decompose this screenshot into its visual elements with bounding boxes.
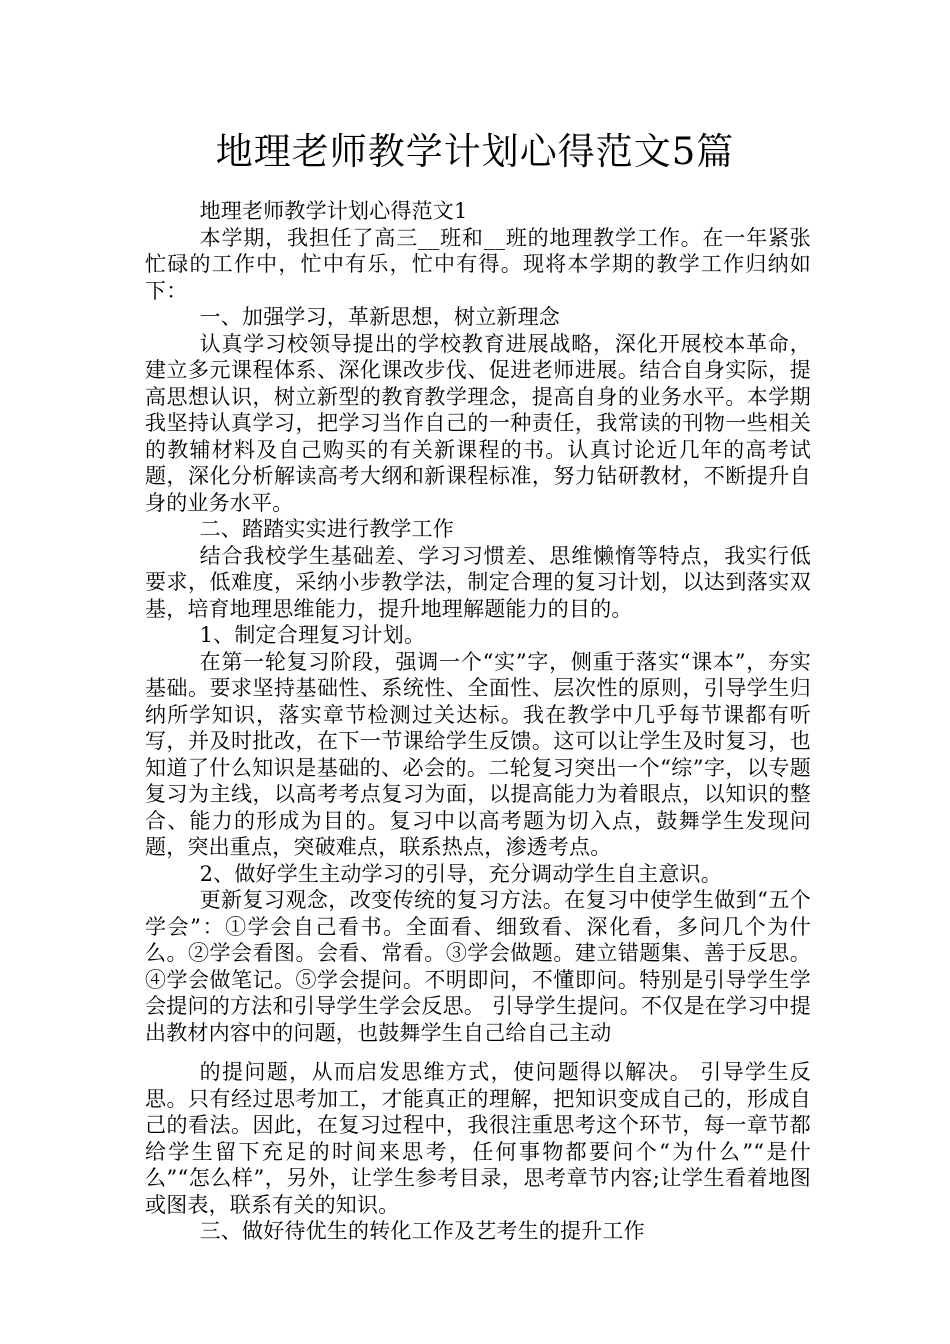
paragraph-five-skills: 更新复习观念，改变传统的复习方法。在复习中使学生做到“五个学会”：①学会自己看书。全面看、细致看、深化看，多问几个为什么。②学会看图。会看、常看。③学会做题。建立错题集、善于反思。④学会做笔记。⑤学会提问。不明即问，不懂即问。特别是引导学生学会提问的方法和引导学生学会反思。 引导学生提问。不仅是在学习中提出教材内容中的问题，也鼓舞学生自己给自己主动	[145, 888, 811, 1045]
section-heading-3: 三、做好待优生的转化工作及艺考生的提升工作	[199, 1219, 645, 1243]
section-heading-essay-1: 地理老师教学计划心得范文1	[199, 199, 468, 223]
paragraph-reflection: 的提问题，从而启发思维方式，使问题得以解决。 引导学生反思。只有经过思考加工，才能真正的理解，把知识变成自己的，形成自己的看法。因此，在复习过程中，我很注重思考这个环节，每一章节都给学生留下充足的时间来思考，任何事物都要问个“为什么”“是什么”“怎么样”，另外，让学生参考目录，思考章节内容;让学生看着地图或图表，联系有关的知识。	[145, 1060, 811, 1217]
paragraph-review-rounds: 在第一轮复习阶段，强调一个“实”字，侧重于落实“课本”，夯实基础。要求坚持基础性、系统性、全面性、层次性的原则，引导学生归纳所学知识，落实章节检测过关达标。我在教学中几乎每节课都有听写，并及时批改，在下一节课给学生反馈。这可以让学生及时复习，也知道了什么知识是基础的、必会的。二轮复习突出一个“综”字，以专题复习为主线，以高考考点复习为面，以提高能力为着眼点，以知识的整合、能力的形成为目的。复习中以高考题为切入点，鼓舞学生发现问题，突出重点，突破难点，联系热点，渗透考点。	[145, 649, 811, 859]
document-title: 地理老师教学计划心得范文5篇	[215, 130, 735, 173]
paragraph-study: 认真学习校领导提出的学校教育进展战略，深化开展校本革命，建立多元课程体系、深化课改步伐、促进老师进展。结合自身实际，提高思想认识，树立新型的教育教学理念，提高自身的业务水平。本学期我坚持认真学习，把学习当作自己的一种责任，我常读的刊物一些相关的教辅材料及自己购买的有关新课程的书。认真讨论近几年的高考试题，深化分析解读高考大纲和新课程标准，努力钻研教材，不断提升自身的业务水平。	[145, 331, 811, 515]
paragraph-teaching: 结合我校学生基础差、学习习惯差、思维懒惰等特点，我实行低要求，低难度，采纳小步教学法，制定合理的复习计划，以达到落实双基，培育地理思维能力，提升地理解题能力的目的。	[145, 543, 811, 621]
subheading-guidance: 2、做好学生主动学习的引导，充分调动学生自主意识。	[199, 861, 722, 886]
document-body	[145, 198, 811, 1245]
paragraph-intro: 本学期，我担任了高三__班和__班的地理教学工作。在一年紧张忙碌的工作中，忙中有乐，忙中有得。现将本学期的教学工作归纳如下：	[145, 225, 811, 303]
section-heading-2: 二、踏踏实实进行教学工作	[199, 517, 454, 541]
subheading-plan: 1、制定合理复习计划。	[199, 623, 426, 647]
section-heading-1: 一、加强学习，革新思想，树立新理念	[199, 305, 560, 329]
